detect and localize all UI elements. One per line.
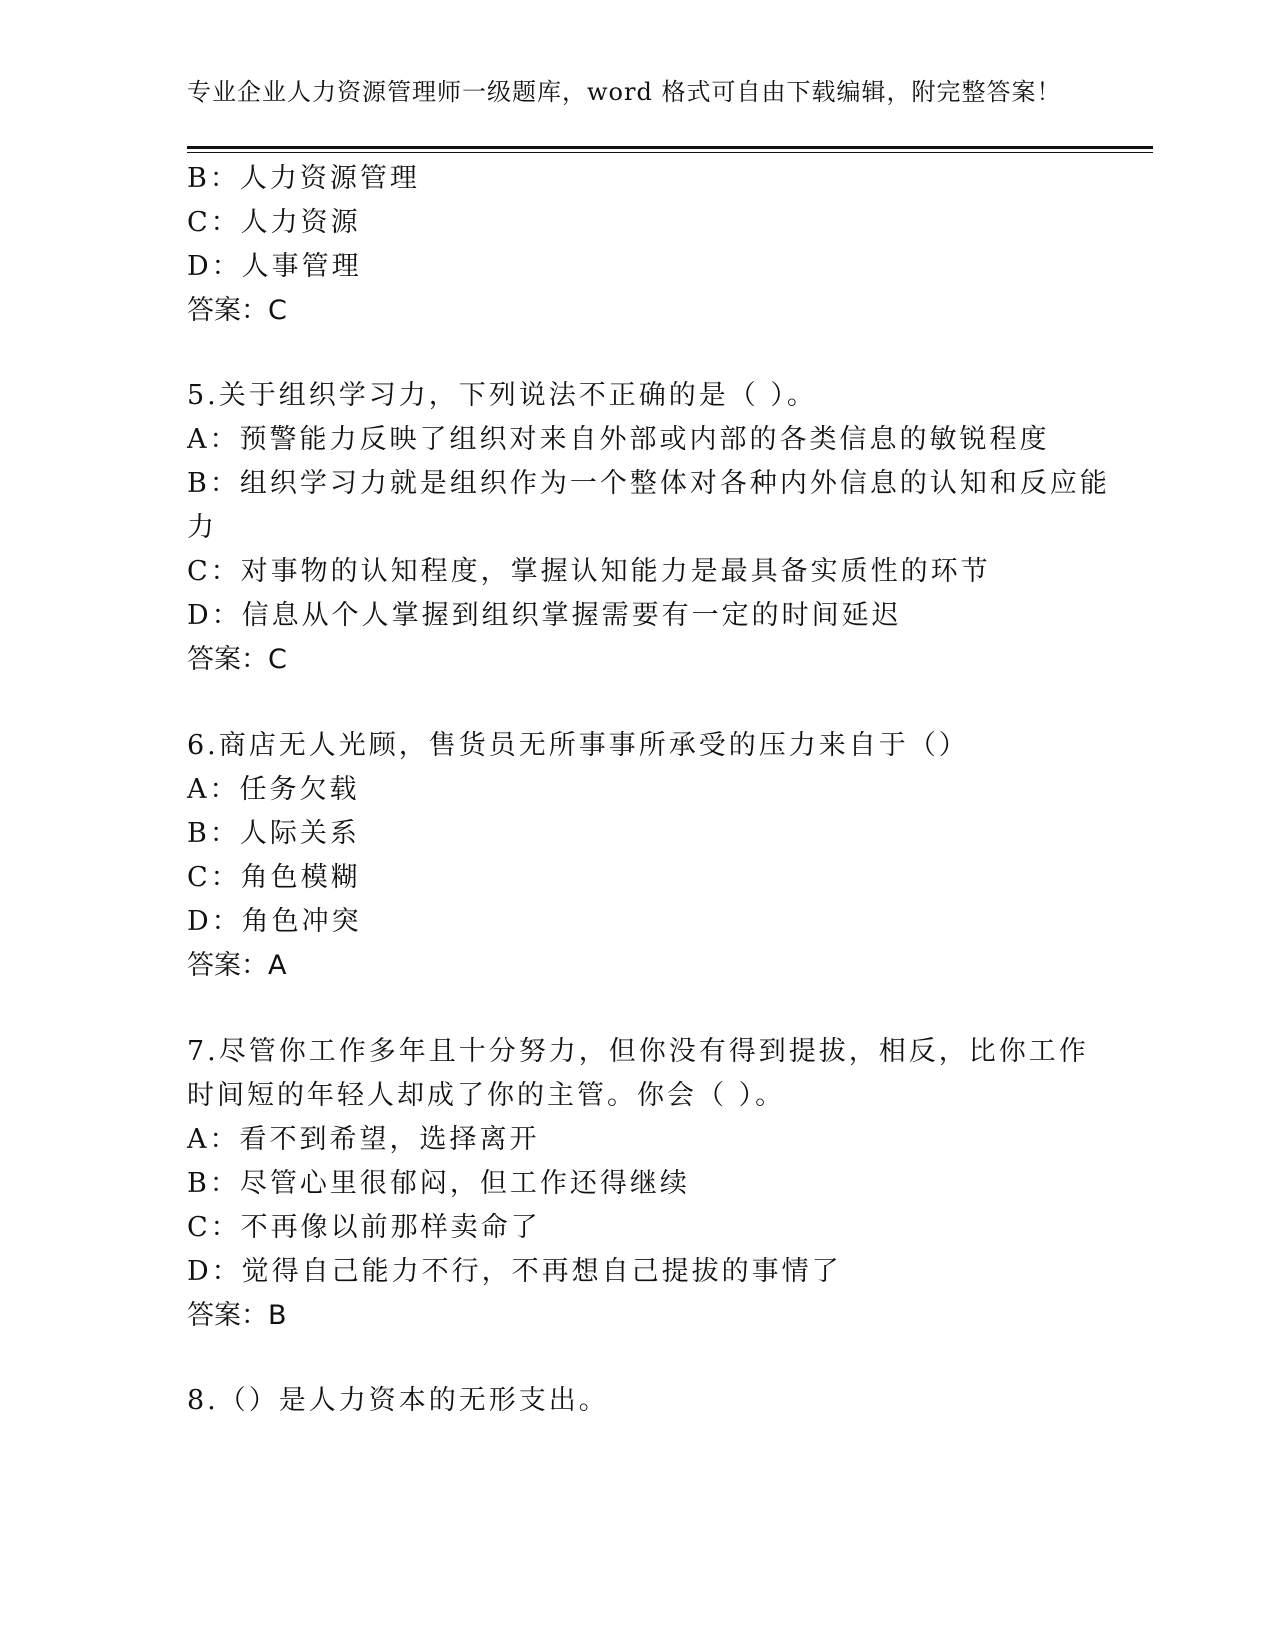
q5-option-d: D：信息从个人掌握到组织掌握需要有一定的时间延迟: [187, 600, 902, 631]
q8-stem: 8.（）是人力资本的无形支出。: [187, 1385, 609, 1416]
q5-option-b: B：组织学习力就是组织作为一个整体对各种内外信息的认知和反应能: [187, 468, 1110, 499]
q6-option-b: B：人际关系: [187, 818, 360, 849]
q5-option-b-cont: 力: [187, 512, 217, 543]
q7-option-d: D：觉得自己能力不行，不再想自己提拔的事情了: [187, 1256, 842, 1287]
q7-option-a: A：看不到希望，选择离开: [187, 1124, 540, 1155]
q5-stem: 5.关于组织学习力，下列说法不正确的是（ ）。: [187, 380, 817, 411]
q6-answer: 答案：A: [187, 950, 287, 981]
q4-option-d: D：人事管理: [187, 251, 362, 282]
q5-answer: 答案：C: [187, 644, 287, 675]
page-header: 专业企业人力资源管理师一级题库，word 格式可自由下载编辑，附完整答案！: [187, 78, 1062, 106]
q7-option-c: C：不再像以前那样卖命了: [187, 1212, 541, 1243]
q4-option-c: C：人力资源: [187, 207, 361, 238]
q6-stem: 6.商店无人光顾，售货员无所事事所承受的压力来自于（）: [187, 730, 969, 761]
header-rule-thick: [187, 146, 1153, 149]
q7-answer: 答案：B: [187, 1300, 287, 1331]
q6-option-c: C：角色模糊: [187, 862, 361, 893]
q4-option-b: B：人力资源管理: [187, 163, 420, 194]
q7-stem-line1: 7.尽管你工作多年且十分努力，但你没有得到提拔，相反，比你工作: [187, 1036, 1089, 1067]
q6-option-d: D：角色冲突: [187, 906, 362, 937]
q7-option-b: B：尽管心里很郁闷，但工作还得继续: [187, 1168, 690, 1199]
q4-answer: 答案：C: [187, 295, 287, 326]
header-rule-thin: [187, 152, 1153, 153]
q5-option-c: C：对事物的认知程度，掌握认知能力是最具备实质性的环节: [187, 556, 991, 587]
q5-option-a: A：预警能力反映了组织对来自外部或内部的各类信息的敏锐程度: [187, 424, 1050, 455]
q7-stem-line2: 时间短的年轻人却成了你的主管。你会（ ）。: [187, 1080, 786, 1111]
q6-option-a: A：任务欠载: [187, 774, 360, 805]
